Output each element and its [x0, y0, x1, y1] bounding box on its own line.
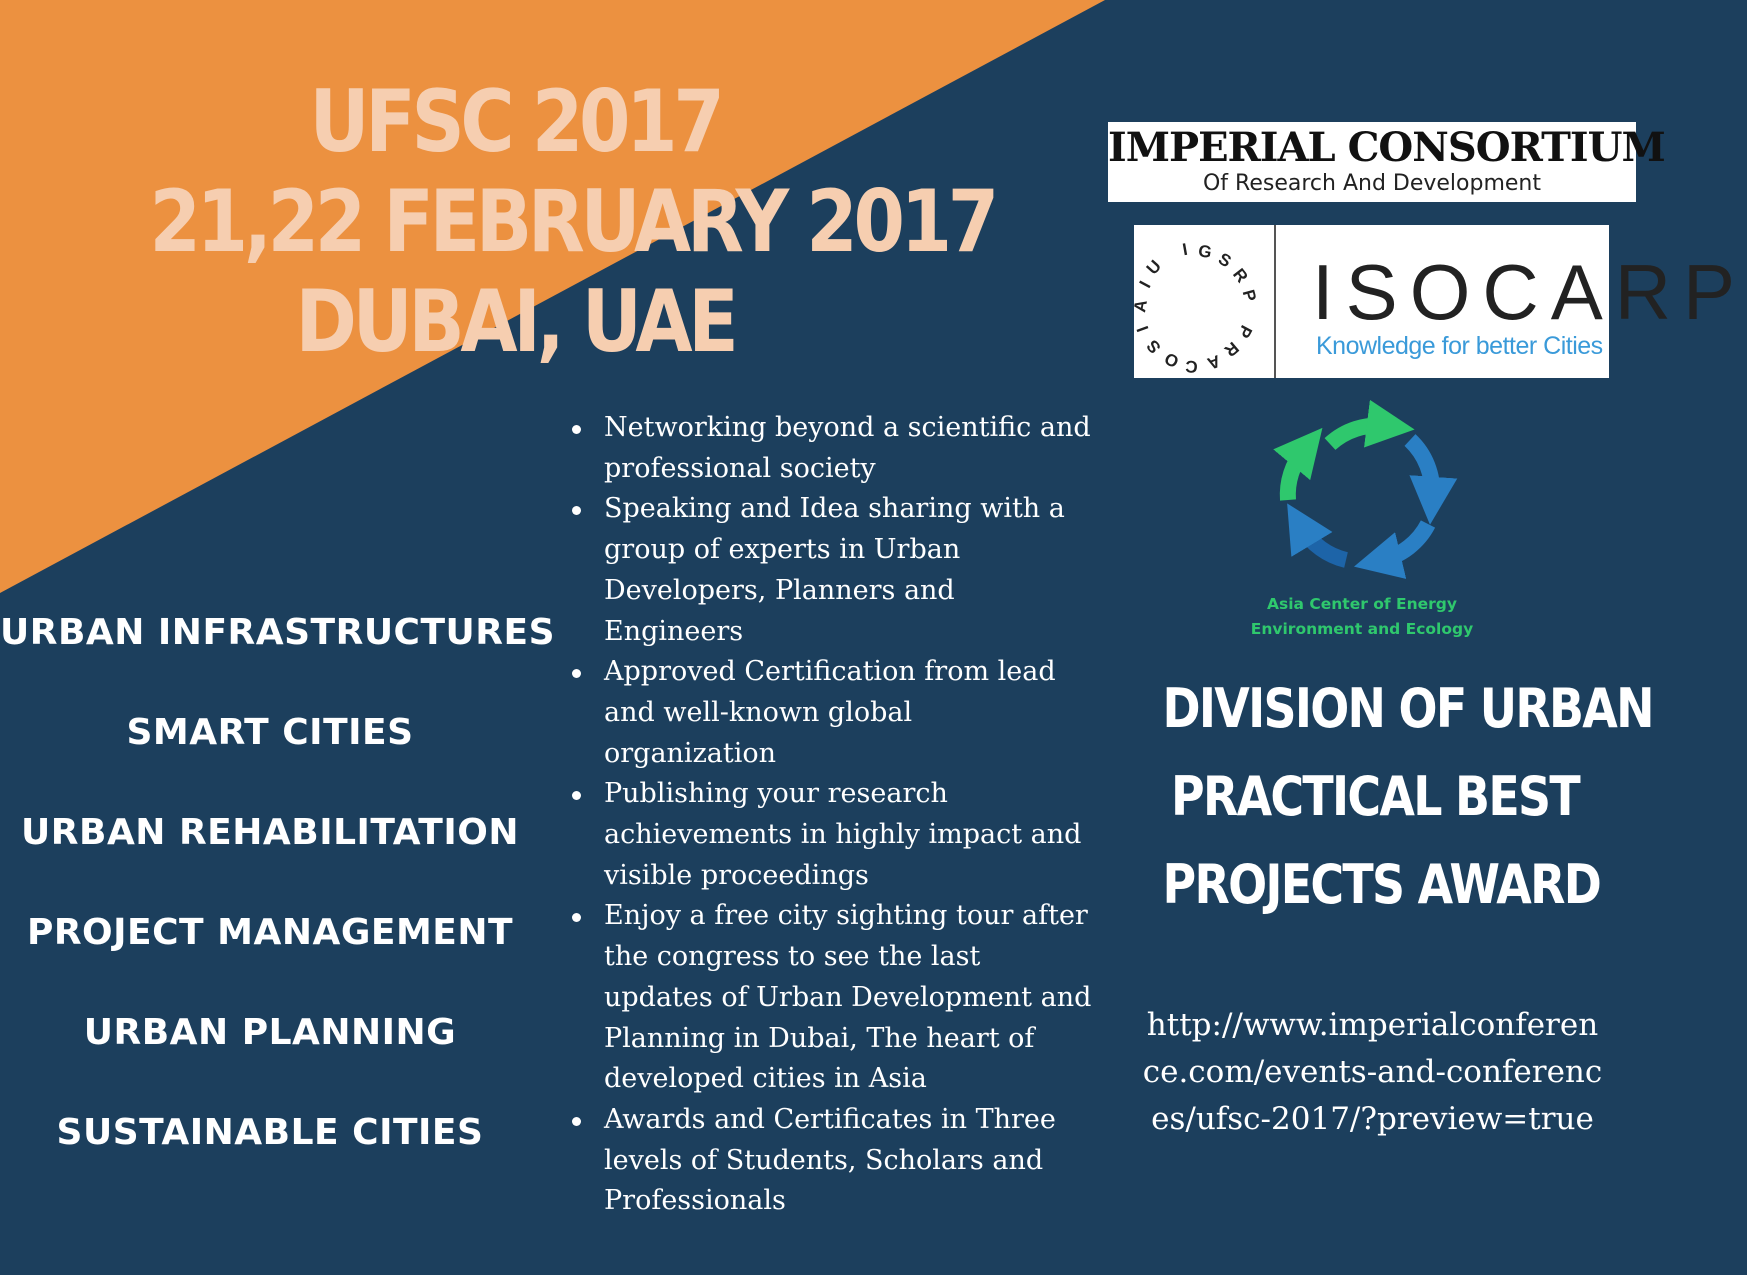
event-location: DUBAI, UAE — [295, 272, 735, 372]
isocarp-tagline: Knowledge for better Cities — [1316, 332, 1603, 360]
energy-line-2: Environment and Ecology — [1250, 620, 1474, 638]
svg-text:A: A — [1204, 351, 1223, 374]
benefit-item — [572, 408, 1092, 489]
benefit-text: Networking beyond a scientific and professional society — [604, 412, 1091, 484]
svg-text:S: S — [1215, 249, 1235, 272]
topic-urban-planning: URBAN PLANNING — [83, 1012, 457, 1053]
event-name: UFSC 2017 — [309, 72, 721, 172]
bullet-icon — [572, 1117, 581, 1126]
svg-text:O: O — [1161, 348, 1182, 372]
topic-urban-rehabilitation: URBAN REHABILITATION — [21, 812, 519, 853]
energy-line-1: Asia Center of Energy — [1266, 595, 1458, 613]
svg-text:P: P — [1238, 287, 1260, 304]
svg-text:A: A — [1130, 298, 1152, 314]
event-url-link[interactable]: http://www.imperialconference.com/events-and-conferences/ufsc-2017/?preview=true — [1142, 1007, 1603, 1137]
isocarp-logo — [1130, 225, 1747, 378]
benefit-text: Approved Certification from lead and well-known global organization — [604, 656, 1056, 769]
imperial-logo-subtitle: Of Research And Development — [1202, 171, 1541, 196]
bullet-icon — [572, 669, 581, 678]
imperial-consortium-logo — [1108, 122, 1665, 202]
svg-text:R: R — [1229, 264, 1252, 287]
topic-urban-infrastructures: URBAN INFRASTRUCTURES — [0, 612, 555, 653]
bullet-icon — [572, 791, 581, 800]
bullet-icon — [572, 425, 581, 434]
recycle-arrows-icon — [1262, 400, 1462, 600]
svg-text:R: R — [1220, 337, 1243, 361]
benefit-text: Awards and Certificates in Three levels of Students, Scholars and Professionals — [604, 1103, 1056, 1217]
benefit-item — [572, 774, 1092, 896]
benefit-item — [572, 1100, 1092, 1222]
award-line: PROJECTS AWARD — [1162, 853, 1601, 916]
benefit-text: Enjoy a free city sighting tour after the congress to see the last updates of Urban Development and Planning in Dubai, The heart of developed cities in Asia — [604, 900, 1092, 1095]
benefit-item — [572, 896, 1092, 1100]
bullet-icon — [572, 506, 581, 515]
svg-text:I: I — [1135, 277, 1155, 291]
svg-text:G: G — [1196, 241, 1214, 263]
imperial-logo-title: IMPERIAL CONSORTIUM — [1108, 124, 1665, 171]
topic-project-management: PROJECT MANAGEMENT — [26, 912, 514, 953]
award-line: DIVISION OF URBAN — [1162, 677, 1653, 740]
event-title — [149, 72, 995, 372]
topic-smart-cities: SMART CITIES — [126, 712, 414, 753]
topic-sustainable-cities: SUSTAINABLE CITIES — [56, 1112, 484, 1153]
svg-text:U: U — [1142, 256, 1166, 279]
benefit-item — [572, 489, 1092, 652]
svg-text:S: S — [1142, 336, 1165, 357]
award-heading — [1162, 665, 1653, 929]
benefit-text: Publishing your research achievements in highly impact and visible proceedings — [604, 778, 1082, 891]
benefit-item — [572, 652, 1092, 774]
isocarp-wordmark: ISOCARP — [1312, 248, 1747, 336]
asia-energy-center-logo-text — [1230, 592, 1494, 642]
svg-text:I: I — [1133, 323, 1153, 335]
aiu-igsrp-seal-icon — [1130, 225, 1276, 378]
bullet-icon — [572, 913, 581, 922]
award-line: PRACTICAL BEST — [1171, 765, 1579, 828]
benefit-text: Speaking and Idea sharing with a group of experts in Urban Developers, Planners and Engineers — [604, 493, 1065, 647]
svg-text:P: P — [1233, 322, 1256, 342]
event-dates: 21,22 FEBRUARY 2017 — [149, 172, 995, 272]
svg-text:C: C — [1184, 356, 1199, 377]
benefits-list — [572, 408, 1092, 1222]
svg-text:I: I — [1181, 239, 1190, 260]
